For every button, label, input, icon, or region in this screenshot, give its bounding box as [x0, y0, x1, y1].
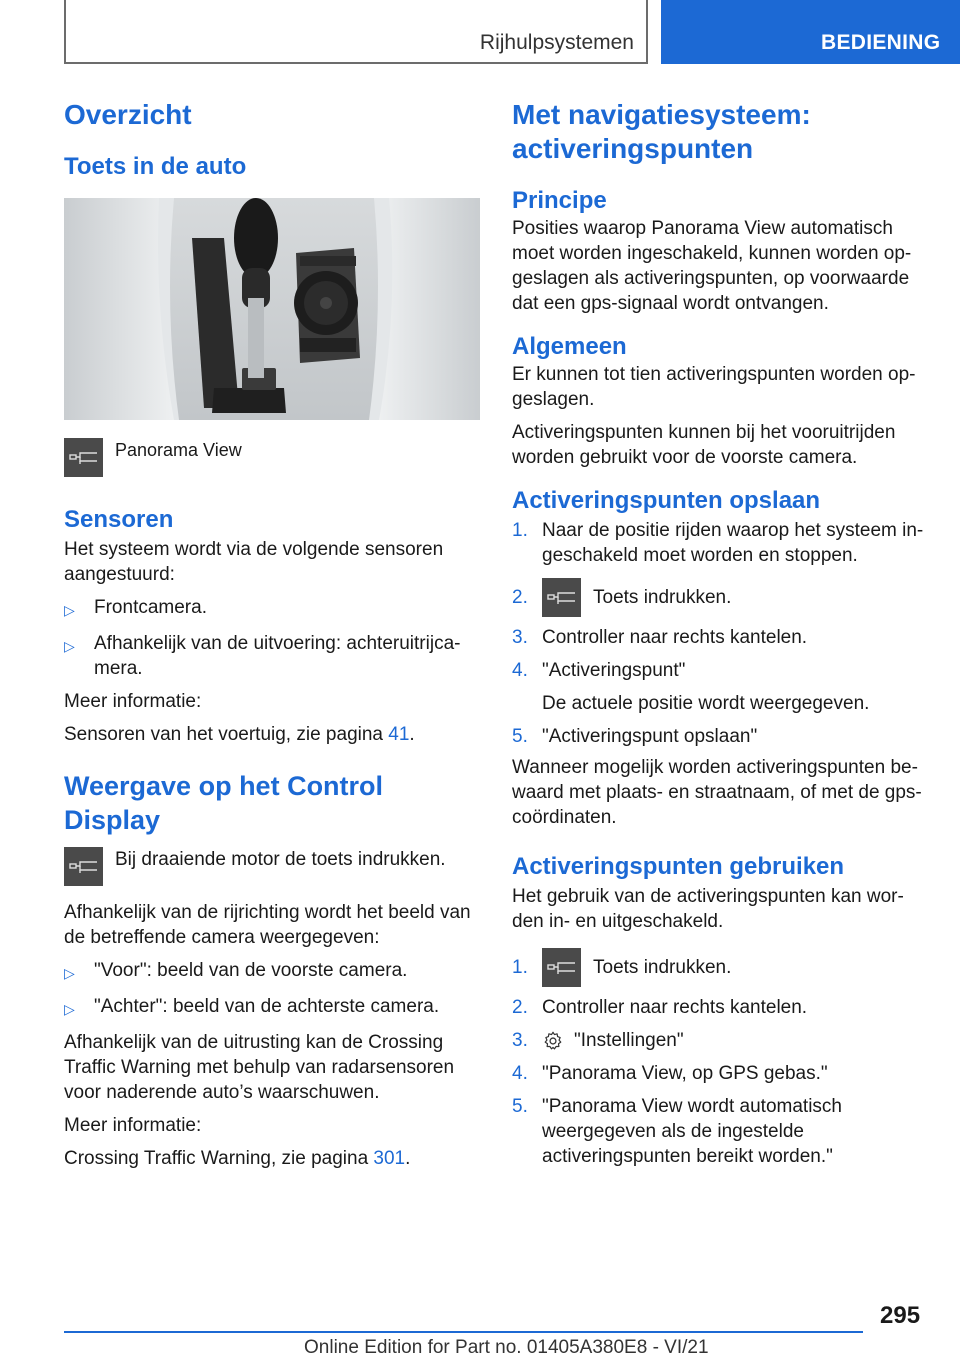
list-item: 3. "Instellingen"	[512, 1030, 684, 1051]
list-item: 5. "Panorama View wordt automatisch weergegeven als de ingestelde activeringspunten bereikt worden."	[512, 1096, 842, 1167]
general-text-1: Er kunnen tot tien activeringspunten worden op-geslagen.	[512, 364, 916, 410]
section-title: Rijhulpsystemen	[479, 31, 634, 54]
more-info-label: Meer informatie:	[64, 691, 202, 712]
list-item: 1. Naar de positie rijden waarop het systeem in-geschakeld moet worden en stoppen.	[512, 520, 924, 566]
save-points-heading: Activeringspunten opslaan	[512, 487, 821, 514]
sensor-reference: Sensoren van het voertuig, zie pagina 41.	[64, 724, 415, 745]
principle-heading: Principe	[512, 187, 607, 214]
navigation-heading: Met navigatiesysteem: activeringspunten	[512, 99, 811, 164]
control-display-heading: Weergave op het Control Display	[64, 771, 384, 835]
overview-heading: Overzicht	[64, 99, 192, 130]
list-item: ▷ "Voor": beeld van de voorste camera.	[64, 958, 480, 986]
center-console-image	[64, 198, 480, 420]
triangle-bullet-icon: ▷	[64, 1001, 75, 1017]
triangle-bullet-icon: ▷	[64, 638, 75, 654]
panorama-view-button-icon	[64, 438, 103, 477]
right-column	[512, 98, 932, 1169]
sensors-heading: Sensoren	[64, 506, 174, 533]
use-points-text: Het gebruik van de activeringspunten kan wor-den in- en uitgeschakeld.	[512, 886, 904, 932]
panorama-view-button-icon	[64, 847, 103, 886]
list-item: 2. Toets indrukken.	[512, 578, 932, 617]
crossing-reference: Crossing Traffic Warning, zie pagina 301.	[64, 1148, 411, 1169]
list-item: 4. "Panorama View, op GPS gebas."	[512, 1063, 828, 1084]
view-list	[64, 958, 480, 1022]
chapter-tab	[661, 0, 960, 64]
list-item: ▷ "Achter": beeld van de achterste camera.	[64, 994, 480, 1022]
more-info-label: Meer informatie:	[64, 1115, 202, 1136]
page-number: 295	[880, 1302, 921, 1329]
page-link-41[interactable]: 41	[388, 724, 410, 745]
left-column	[64, 98, 480, 1171]
panorama-view-button-row	[64, 438, 480, 477]
triangle-bullet-icon: ▷	[64, 602, 75, 618]
list-item: ▷ Afhankelijk van de uitvoering: achteruitrijca-mera.	[64, 633, 461, 679]
panorama-view-label: Panorama View	[115, 440, 242, 460]
page-header	[0, 0, 960, 66]
console-photo	[64, 198, 480, 420]
page-link-301[interactable]: 301	[373, 1148, 406, 1169]
gear-icon	[542, 1030, 564, 1052]
principle-text: Posities waarop Panorama View automatisch moet worden ingeschakeld, kunnen worden op-geslagen als activeringspunten, op voorwaarde dat een gps-signaal wordt ontvangen.	[512, 218, 912, 314]
panorama-view-button-icon	[542, 948, 581, 987]
button-heading: Toets in de auto	[64, 153, 247, 180]
list-item: 1. Toets indrukken.	[512, 948, 932, 987]
triangle-bullet-icon: ▷	[64, 965, 75, 981]
list-item: 4. "Activeringspunt" De actuele positie wordt weergegeven.	[512, 660, 870, 714]
general-heading: Algemeen	[512, 333, 627, 360]
control-display-button-row	[64, 847, 480, 886]
edition-text: Online Edition for Part no. 01405A380E8 - VI/21	[304, 1337, 709, 1358]
use-points-heading: Activeringspunten gebruiken	[512, 853, 845, 880]
panorama-view-button-icon	[542, 578, 581, 617]
control-display-instruction: Bij draaiende motor de toets indrukken.	[115, 849, 446, 870]
section-tab	[64, 0, 648, 64]
footer-divider	[64, 1331, 863, 1333]
list-item: 5. "Activeringspunt opslaan"	[512, 726, 758, 747]
save-steps	[512, 518, 932, 749]
general-text-2: Activeringspunten kunnen bij het vooruitrijden worden gebruikt voor de voorste camera.	[512, 422, 896, 468]
use-steps	[512, 948, 932, 1169]
save-points-text: Wanneer mogelijk worden activeringspunten be-waard met plaats- en straatnaam, of met de gps-coördinaten.	[512, 757, 922, 828]
crossing-text: Afhankelijk van de uitrusting kan de Crossing Traffic Warning met behulp van radarsensoren voor naderende auto’s waarschuwen.	[64, 1032, 455, 1103]
list-item: 2. Controller naar rechts kantelen.	[512, 997, 808, 1018]
sensor-list	[64, 595, 480, 681]
list-item: ▷ Frontcamera.	[64, 595, 480, 623]
list-item: 3. Controller naar rechts kantelen.	[512, 627, 808, 648]
direction-text: Afhankelijk van de rijrichting wordt het beeld van de betreffende camera weergegeven:	[64, 902, 471, 948]
chapter-title: BEDIENING	[821, 31, 941, 54]
sensors-text: Het systeem wordt via de volgende sensoren aangestuurd:	[64, 539, 444, 585]
